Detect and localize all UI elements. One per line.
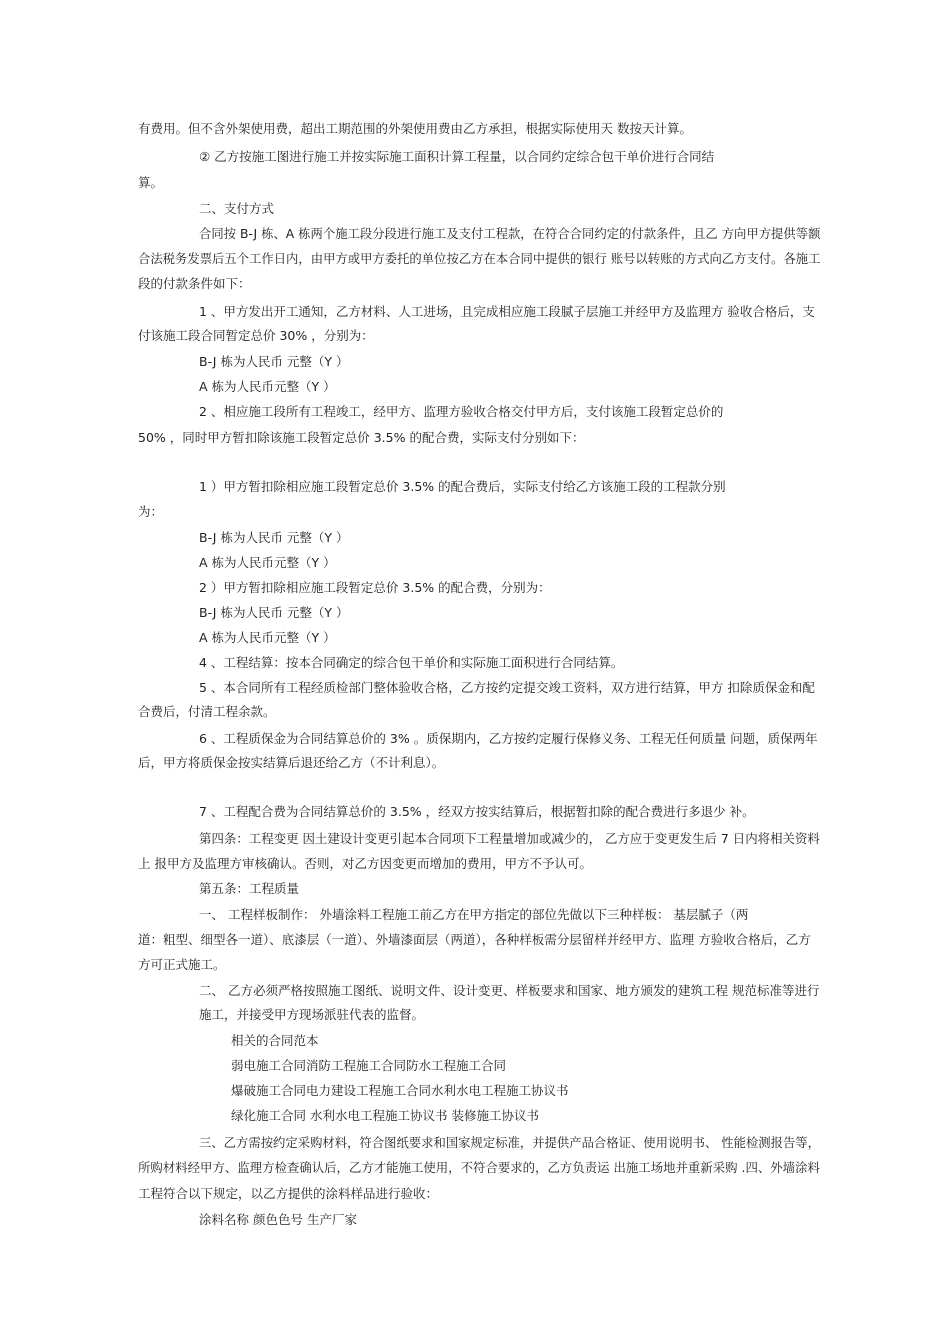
text-line: A 栋为人民币元整（Y ） <box>199 555 336 570</box>
section-heading: 第五条：工程质量 <box>199 881 300 896</box>
text-line: 三、乙方需按约定采购材料，符合图纸要求和国家规定标准，并提供产品合格证、使用说明书、 性能检测报告等， <box>199 1135 820 1150</box>
text-line: 为： <box>138 504 164 519</box>
text-line: 施工，并接受甲方现场派驻代表的监督。 <box>199 1007 425 1022</box>
text-line: 第四条：工程变更 因土建设计变更引起本合同项下工程量增加或减少的， 乙方应于变更发生后 7 日内将相关资料 <box>199 831 820 846</box>
text-line: 4 、工程结算：按本合同确定的综合包干单价和实际施工面积进行合同结算。 <box>199 655 624 670</box>
text-line: B-J 栋为人民币 元整（Y ） <box>199 605 349 620</box>
text-line: B-J 栋为人民币 元整（Y ） <box>199 354 349 369</box>
text-line: 算。 <box>138 175 164 190</box>
text-line: 方可正式施工。 <box>138 957 226 972</box>
text-line: 合同按 B-J 栋、A 栋两个施工段分段进行施工及支付工程款，在符合合同约定的付款条件，且乙 方向甲方提供等额 <box>199 226 821 241</box>
text-line: ② 乙方按施工图进行施工并按实际施工面积计算工程量，以合同约定综合包干单价进行合同结 <box>199 149 715 164</box>
text-line: 道：粗型、细型各一道）、底漆层（一道）、外墙漆面层（两道），各种样板需分层留样并经甲方、监理 方验收合格后，乙方 <box>138 932 811 947</box>
text-line: A 栋为人民币元整（Y ） <box>199 630 336 645</box>
text-line: A 栋为人民币元整（Y ） <box>199 379 336 394</box>
section-heading: 二、支付方式 <box>199 201 275 216</box>
text-line: 付该施工段合同暂定总价 30% ，分别为： <box>138 328 374 343</box>
text-line: 50% ，同时甲方暂扣除该施工段暂定总价 3.5% 的配合费，实际支付分别如下： <box>138 430 585 445</box>
text-line: 相关的合同范本 <box>231 1033 319 1048</box>
text-line: 一、 工程样板制作： 外墙涂料工程施工前乙方在甲方指定的部位先做以下三种样板： 基层腻子（两 <box>199 907 749 922</box>
text-line: 后，甲方将质保金按实结算后退还给乙方（不计利息）。 <box>138 755 445 770</box>
text-line: 工程符合以下规定，以乙方提供的涂料样品进行验收： <box>138 1186 439 1201</box>
text-line: 6 、工程质保金为合同结算总价的 3% 。质保期内，乙方按约定履行保修义务、工程无任何质量 问题，质保两年 <box>199 731 818 746</box>
text-line: 二、 乙方必须严格按照施工图纸、说明文件、设计变更、样板要求和国家、地方颁发的建筑工程 规范标准等进行 <box>199 983 820 998</box>
text-line: 弱电施工合同消防工程施工合同防水工程施工合同 <box>231 1058 507 1073</box>
text-line: 5 、本合同所有工程经质检部门整体验收合格，乙方按约定提交竣工资料，双方进行结算，甲方 扣除质保金和配 <box>199 680 815 695</box>
text-line: 1 ）甲方暂扣除相应施工段暂定总价 3.5% 的配合费后，实际支付给乙方该施工段的工程款分别 <box>199 479 726 494</box>
text-line: 合费后，付清工程余款。 <box>138 704 276 719</box>
text-line: 1 、甲方发出开工通知，乙方材料、人工进场，且完成相应施工段腻子层施工并经甲方及监理方 验收合格后，支 <box>199 304 815 319</box>
text-line: 所购材料经甲方、监理方检查确认后，乙方才能施工使用，不符合要求的，乙方负责运 出施工场地并重新采购 .四、外墙涂料 <box>138 1160 820 1175</box>
text-line: 2 ）甲方暂扣除相应施工段暂定总价 3.5% 的配合费，分别为： <box>199 580 551 595</box>
text-line: 上 报甲方及监理方审核确认。否则，对乙方因变更而增加的费用，甲方不予认可。 <box>138 856 592 871</box>
text-line: 绿化施工合同 水利水电工程施工协议书 装修施工协议书 <box>231 1108 539 1123</box>
text-line: 爆破施工合同电力建设工程施工合同水利水电工程施工协议书 <box>231 1083 569 1098</box>
text-line: 7 、工程配合费为合同结算总价的 3.5% ，经双方按实结算后，根据暂扣除的配合费进行多退少 补。 <box>199 804 755 819</box>
text-line: B-J 栋为人民币 元整（Y ） <box>199 530 349 545</box>
text-line: 有费用。但不含外架使用费，超出工期范围的外架使用费由乙方承担，根据实际使用天 数按天计算。 <box>138 121 692 136</box>
text-line: 涂料名称 颜色色号 生产厂家 <box>199 1212 357 1227</box>
text-line: 2 、相应施工段所有工程竣工，经甲方、监理方验收合格交付甲方后，支付该施工段暂定总价的 <box>199 404 724 419</box>
text-line: 段的付款条件如下： <box>138 276 251 291</box>
text-line: 合法税务发票后五个工作日内，由甲方或甲方委托的单位按乙方在本合同中提供的银行 账号以转账的方式向乙方支付。各施工 <box>138 251 821 266</box>
